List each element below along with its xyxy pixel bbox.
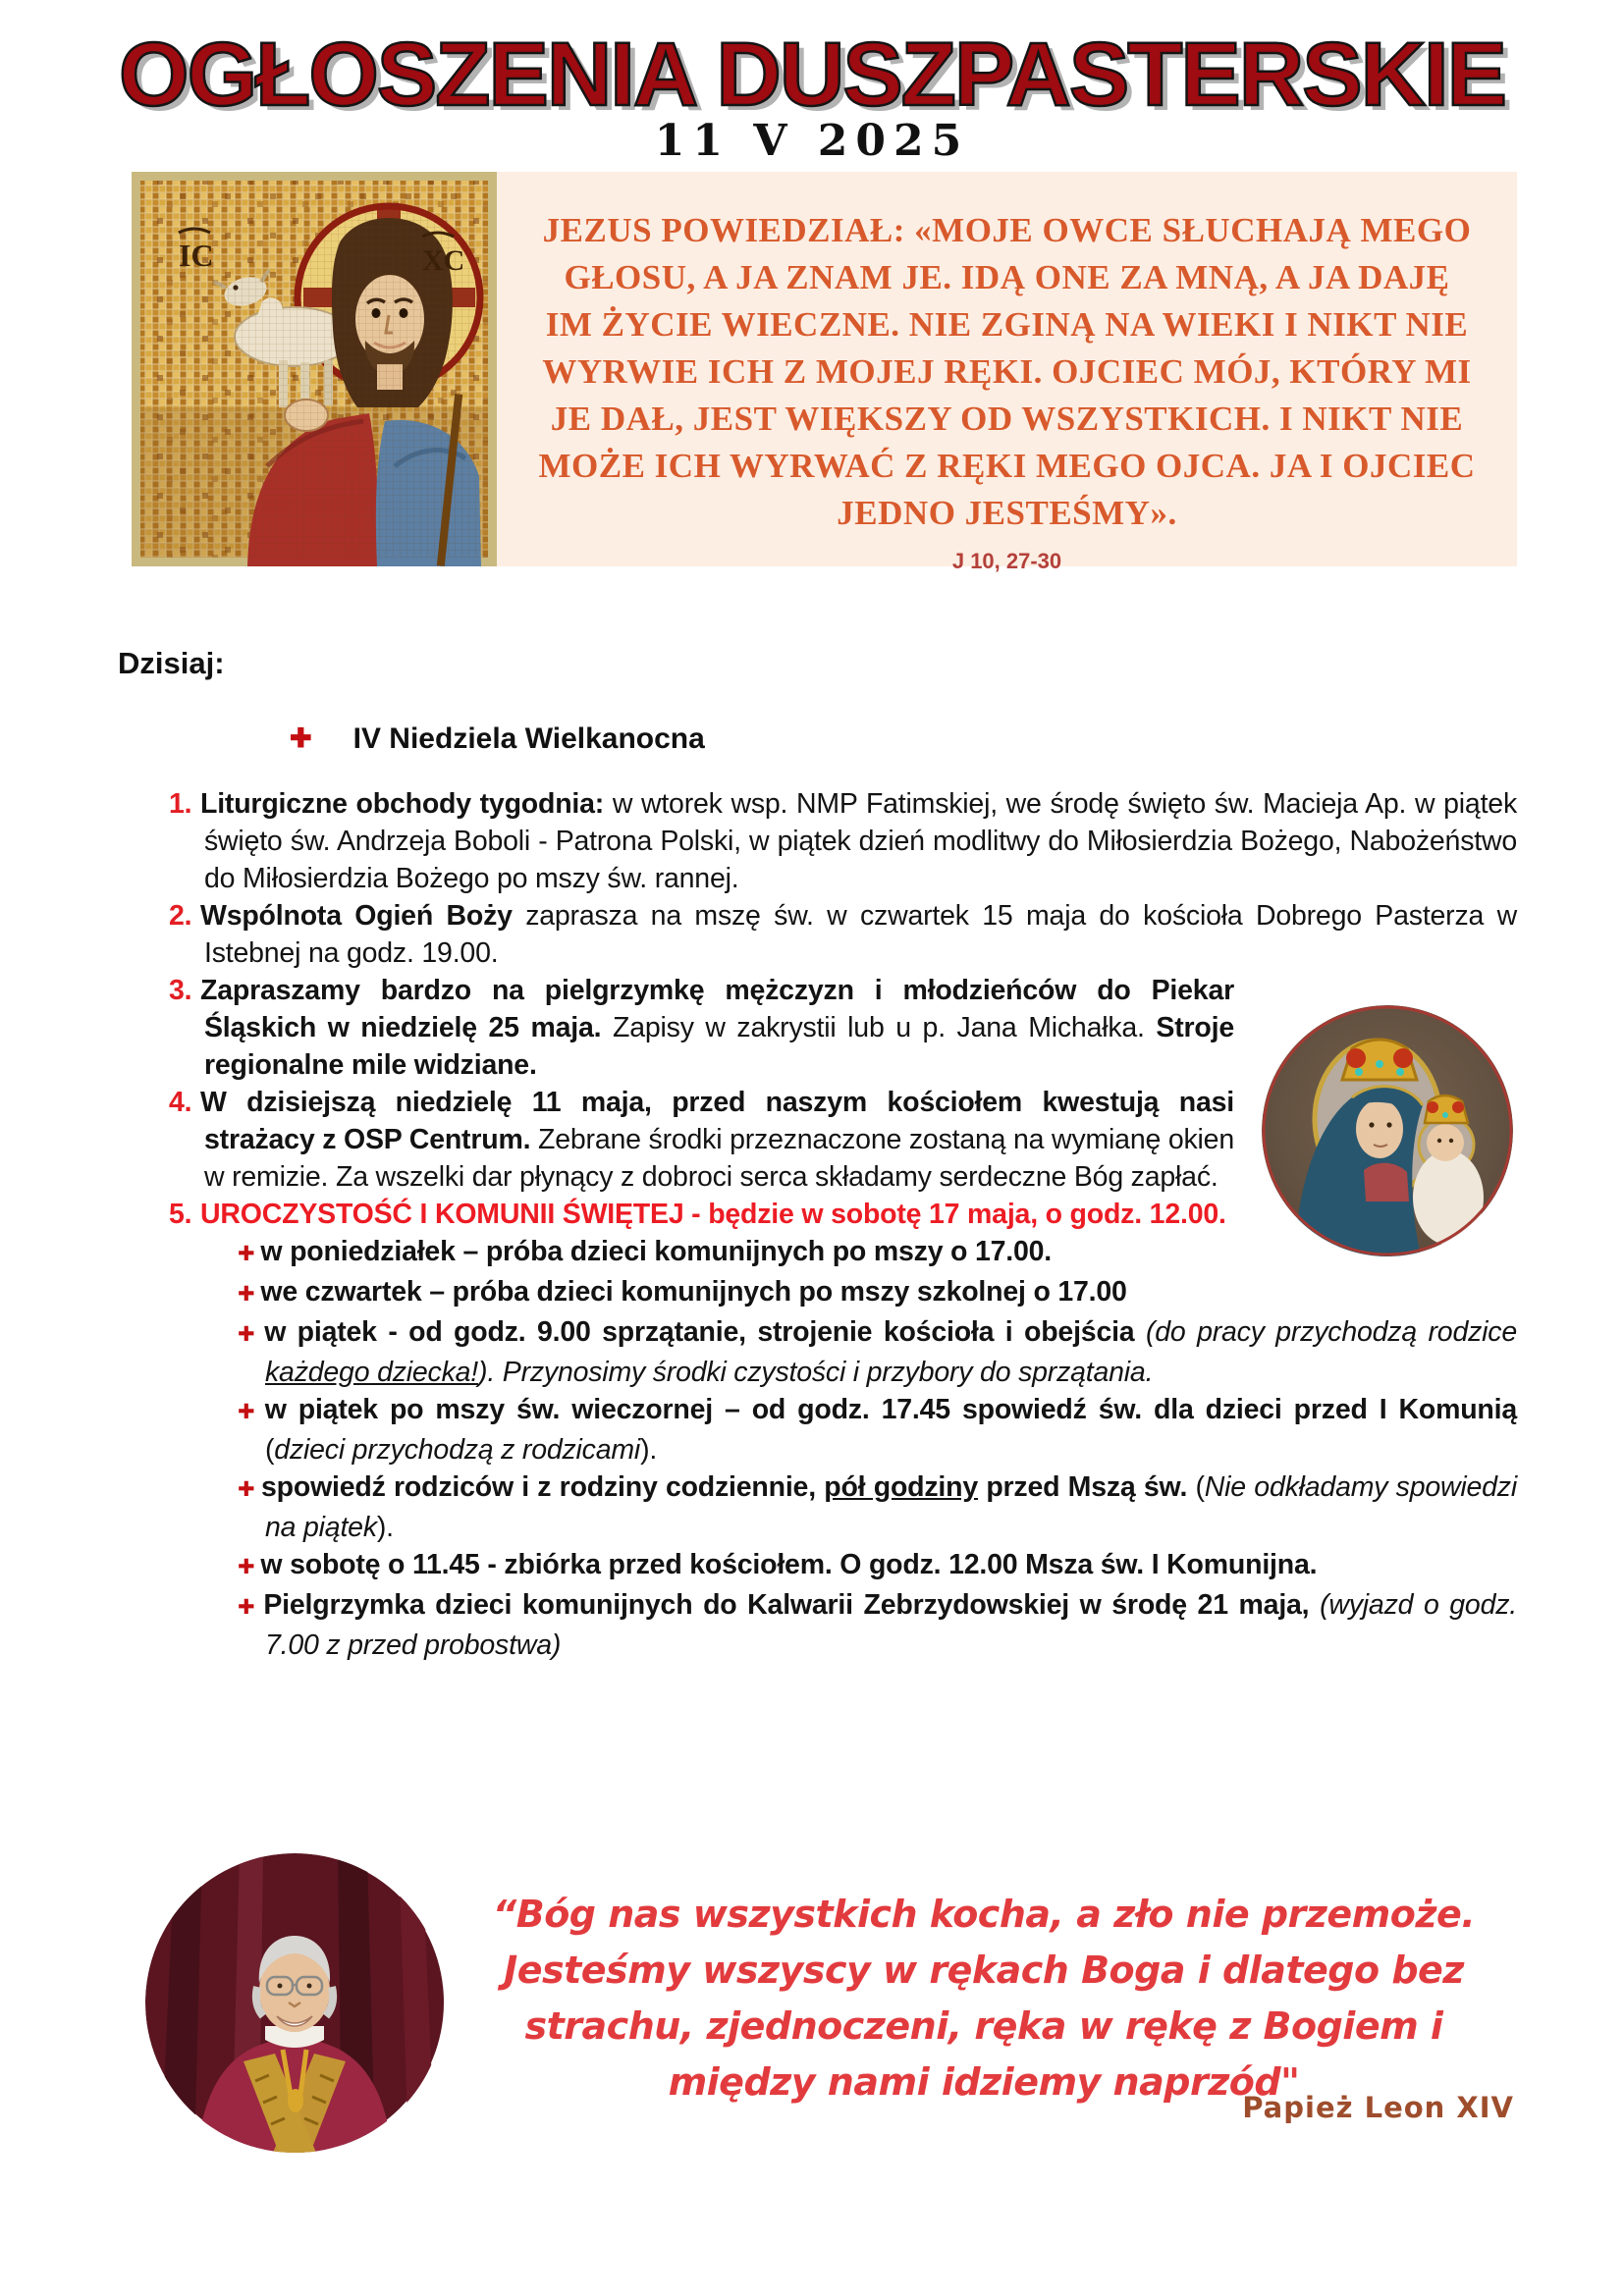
gospel-quote-text: JEZUS POWIEDZIAŁ: «MOJE OWCE SŁUCHAJĄ MEGO GŁOSU, A JA ZNAM JE. IDĄ ONE ZA MNĄ, A JA DAJĘ IM ŻYCIE WIECZNE. NIE ZGINĄ NA WIEKI I NIKT NIE WYRWIE ICH Z MOJEJ RĘKI. OJCIEC MÓJ, KTÓRY MI JE DAŁ, JEST WIĘKSZY OD WSZYSTKICH. I NIKT NIE MOŻE ICH WYRWAĆ Z RĘKI MEGO OJCA. JA I OJCIEC JEDNO JESTEŚMY».	[538, 211, 1476, 532]
text-segment: przed Mszą św.	[978, 1471, 1196, 1503]
text-segment: w poniedziałek – próba dzieci komunijnych po mszy o 17.00.	[260, 1236, 1053, 1267]
text-segment: Zebrane środki przeznaczone zostaną na wymianę okien w remizie. Za wszelki dar płynący z dobroci serca składamy serdeczne Bóg zapłać.	[204, 1124, 1234, 1193]
page-title: OGŁOSZENIA DUSZPASTERSKIE	[119, 25, 1505, 125]
gospel-reference: J 10, 27-30	[951, 549, 1062, 573]
text-segment: Stroje regionalne mile widziane.	[204, 1012, 1234, 1081]
hero-block	[132, 172, 1517, 573]
text-segment: ).	[376, 1512, 394, 1543]
text-segment: w piątek po mszy św. wieczornej – od godz. 17.45 spowiedź św. dla dzieci przed I Komunią	[264, 1394, 1518, 1425]
text-segment: ). Przynosimy środki czystości i przybory do sprzątania.	[478, 1357, 1154, 1388]
item-number: 4.	[169, 1087, 192, 1118]
text-segment: W dzisiejszą niedzielę 11 maja, przed naszym kościołem kwestują nasi strażacy z OSP Centrum.	[200, 1087, 1234, 1155]
pope-photo	[145, 1853, 445, 2153]
communion-detail-item	[118, 1391, 1517, 1468]
good-shepherd-mosaic-image	[132, 172, 497, 566]
item-number: 2.	[169, 900, 192, 932]
announcement-item	[118, 785, 1517, 897]
text-segment: każdego dziecka!	[265, 1357, 479, 1388]
announcements-list	[118, 785, 1517, 1664]
text-segment: w piątek - od godz. 9.00 sprzątanie, strojenie kościoła i obejścia	[264, 1316, 1146, 1348]
text-segment: zaprasza na mszę św. w czwartek 15 maja do kościoła Dobrego Pasterza w Istebnej na godz. 19.00.	[204, 900, 1517, 969]
text-segment: (wyjazd o godz. 7.00 z przed probostwa)	[265, 1589, 1517, 1661]
feast-name: IV Niedziela Wielkanocna	[352, 722, 705, 755]
text-segment: we czwartek – próba dzieci komunijnych po mszy szkolnej o 17.00	[260, 1276, 1127, 1308]
cross-bullet-icon: ✚	[238, 1283, 255, 1306]
text-segment: spowiedź rodziców i z rodziny codziennie,	[261, 1471, 825, 1503]
cross-bullet-icon: ✚	[238, 1323, 259, 1346]
text-segment: Zapisy w zakrystii lub u p. Jana Michałka.	[613, 1012, 1157, 1043]
text-segment: ).	[640, 1434, 658, 1466]
communion-detail-item	[118, 1313, 1517, 1391]
text-segment: Liturgiczne obchody tygodnia:	[200, 788, 613, 820]
text-segment: (	[1195, 1471, 1205, 1503]
text-segment: w sobotę o 11.45 - zbiórka przed kościołem. O godz. 12.00 Msza św. I Komunijna.	[260, 1549, 1318, 1580]
cross-bullet-icon: ✚	[238, 1243, 255, 1265]
cross-bullet-icon: ✚	[290, 723, 312, 753]
text-segment: (do pracy przychodzą rodzice	[1145, 1316, 1517, 1348]
today-heading: Dzisiaj:	[118, 646, 225, 680]
text-segment: UROCZYSTOŚĆ I KOMUNII ŚWIĘTEJ - będzie w sobotę 17 maja, o godz. 12.00.	[200, 1199, 1226, 1230]
text-segment: Wspólnota Ogień Boży	[200, 900, 526, 932]
communion-detail-item	[118, 1586, 1517, 1664]
document-date: 11 V 2025	[654, 116, 970, 166]
communion-detail-item	[118, 1546, 1517, 1586]
gospel-quote-box	[497, 172, 1517, 573]
feast-line	[290, 722, 705, 756]
text-segment: (	[265, 1434, 275, 1466]
text-segment: Pielgrzymka dzieci komunijnych do Kalwarii Zebrzydowskiej w środę 21 maja,	[263, 1589, 1321, 1621]
text-segment: Zapraszamy bardzo na pielgrzymkę mężczyzn i młodzieńców do Piekar Śląskich w niedzielę 25 maja.	[200, 975, 1234, 1043]
communion-detail-item	[118, 1273, 1517, 1313]
cross-bullet-icon: ✚	[238, 1596, 258, 1619]
communion-detail-item	[118, 1468, 1517, 1546]
text-segment: dzieci przychodzą z rodzicami	[274, 1434, 641, 1466]
pope-quote: “Bóg nas wszystkich kocha, a zło nie przemoże. Jesteśmy wszyscy w rękach Boga i dlatego bez strachu, zjednoczeni, ręka w rękę z Bogiem i między nami idziemy naprzód"	[492, 1893, 1476, 2104]
item-number: 1.	[169, 788, 192, 820]
text-segment: pół godziny	[824, 1471, 978, 1503]
text-segment: w wtorek wsp. NMP Fatimskiej, we środę święto św. Macieja Ap. w piątek święto św. Andrzeja Boboli - Patrona Polski, w piątek dzień modlitwy do Miłosierdzia Bożego, Nabożeństwo do Miłosierdzia Bożego po mszy św. rannej.	[204, 788, 1517, 894]
madonna-image	[1262, 1005, 1513, 1256]
item-number: 5.	[169, 1199, 192, 1230]
item-number: 3.	[169, 975, 192, 1006]
announcement-item	[118, 897, 1517, 972]
cross-bullet-icon: ✚	[238, 1556, 255, 1578]
cross-bullet-icon: ✚	[238, 1401, 259, 1423]
pope-signature: Papież Leon XIV	[1242, 2091, 1514, 2124]
cross-bullet-icon: ✚	[238, 1478, 256, 1501]
text-segment: Nie odkładamy spowiedzi na piątek	[265, 1471, 1517, 1543]
